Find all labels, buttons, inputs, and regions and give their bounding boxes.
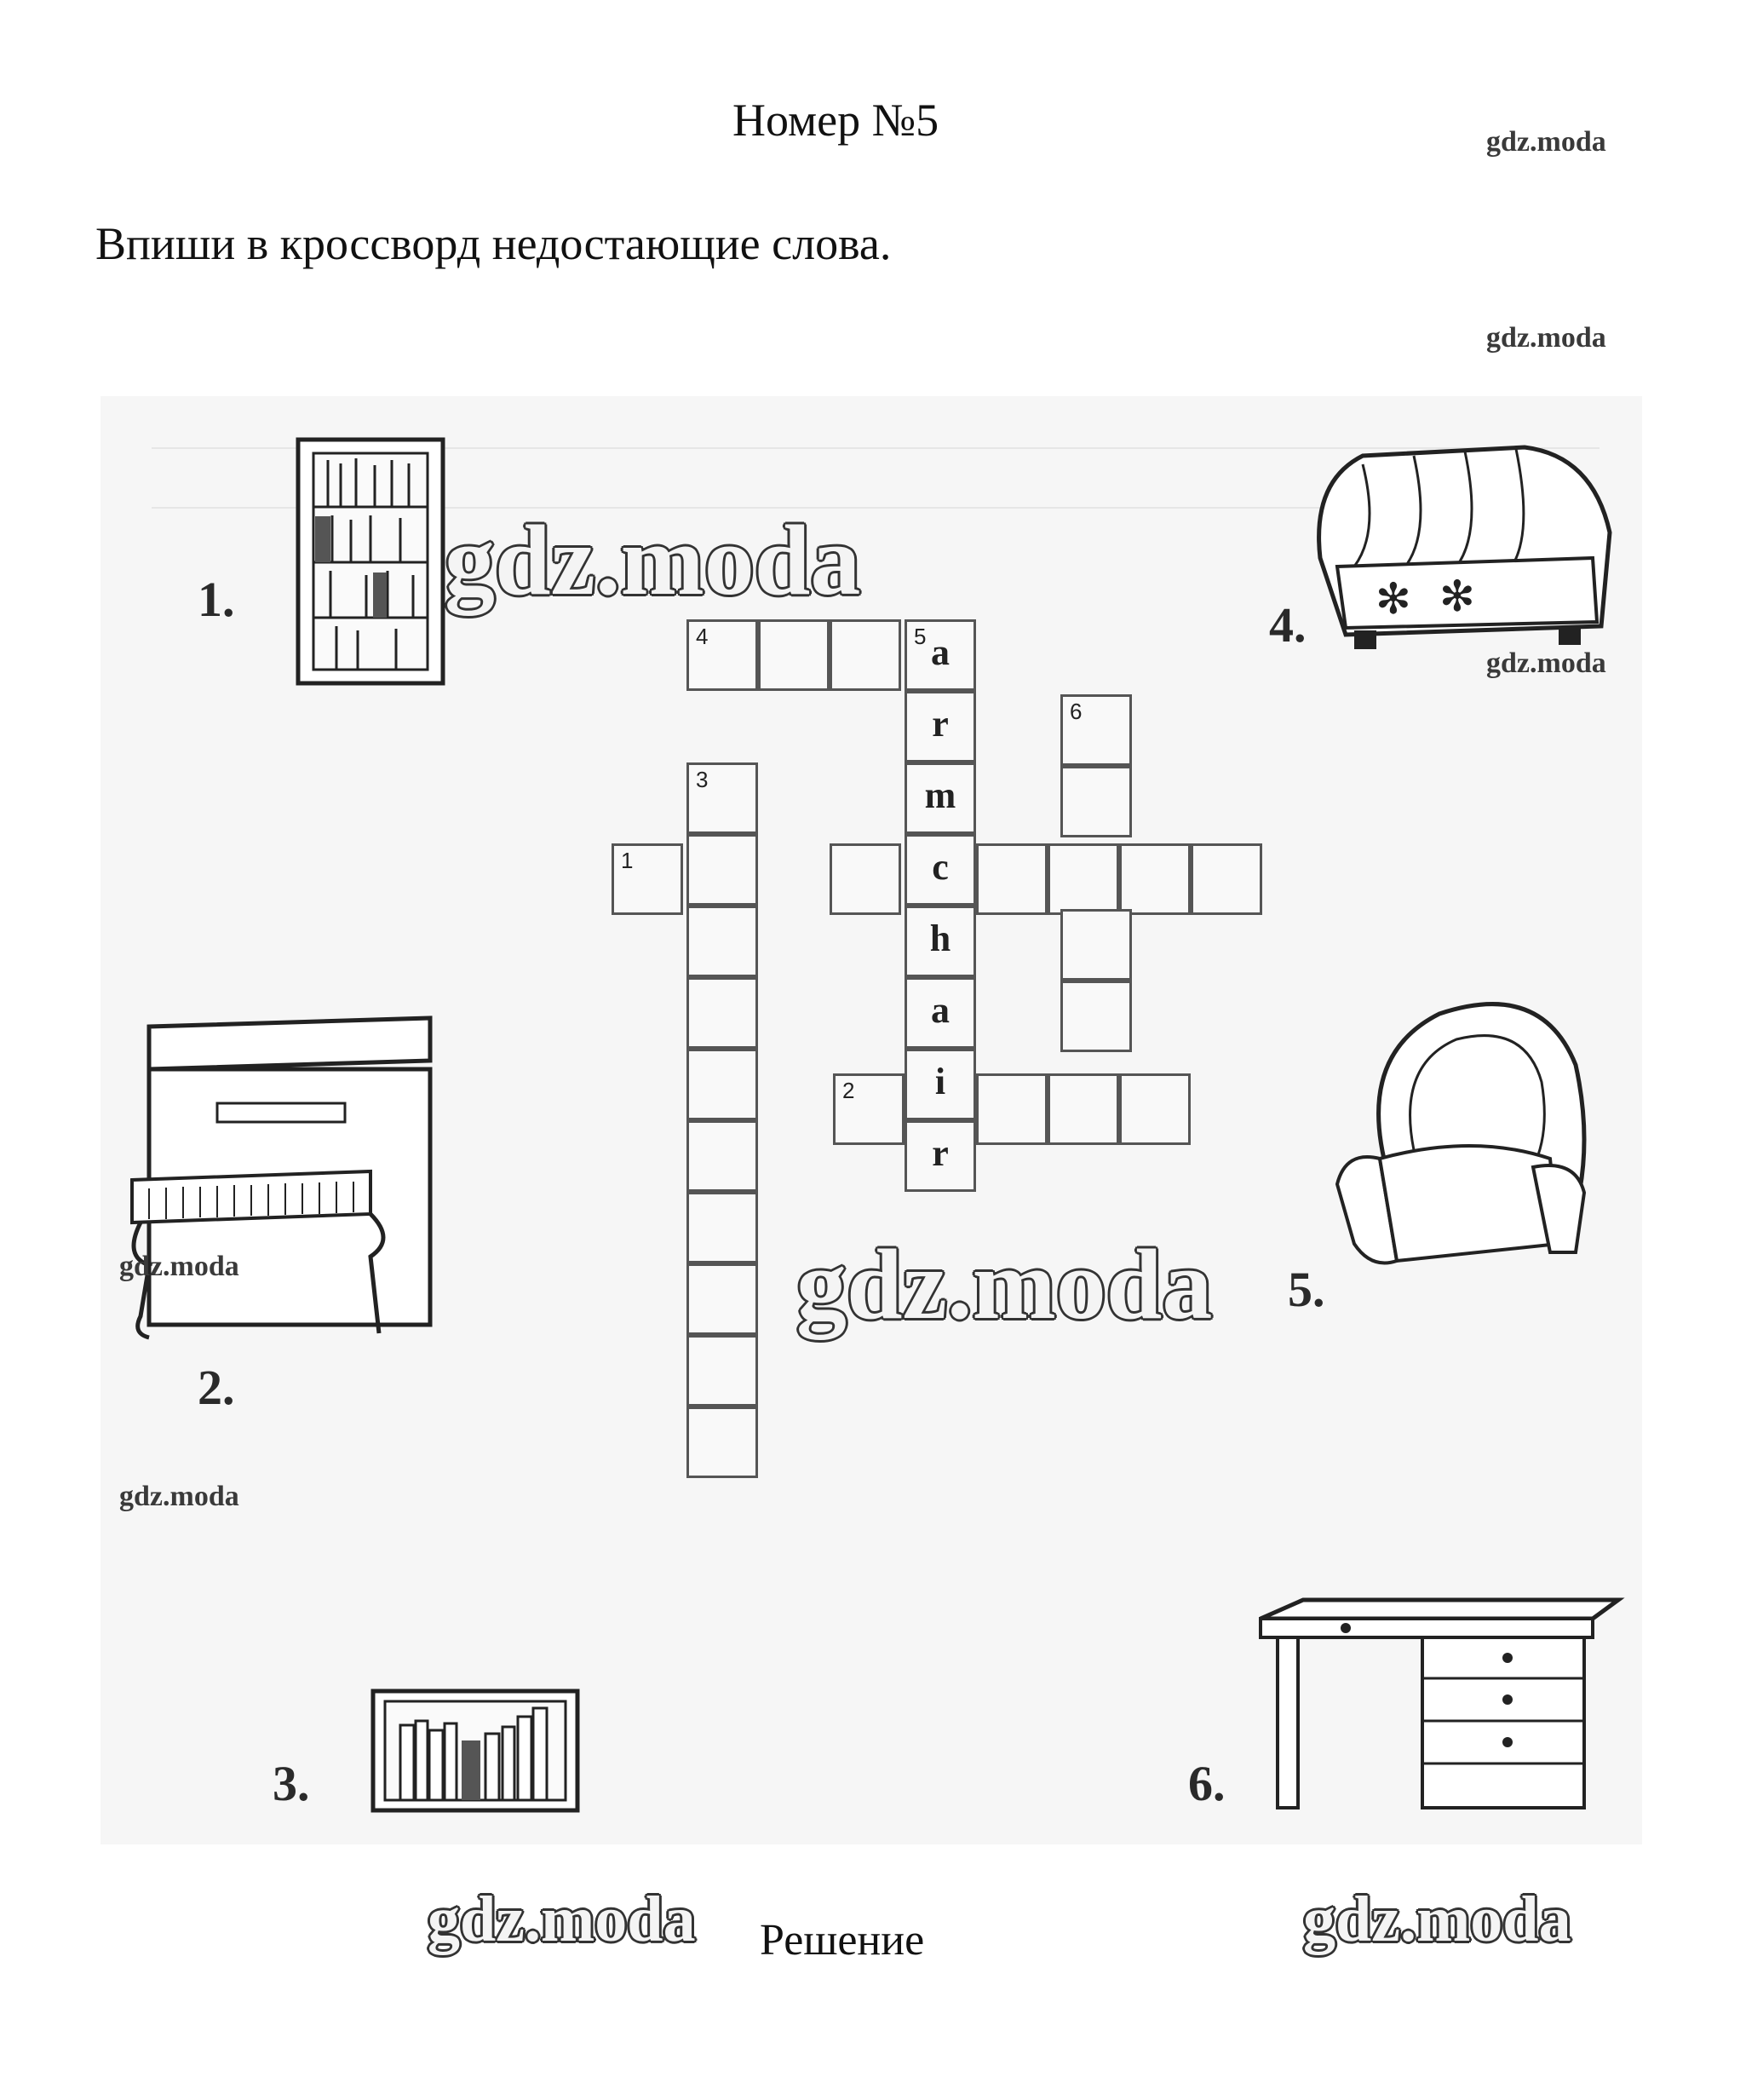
picture-label-1: 1. [198, 572, 235, 627]
solution-label: Решение [760, 1916, 925, 1965]
crossword-cell[interactable] [1060, 981, 1132, 1052]
crossword-cell[interactable] [686, 1120, 758, 1192]
answer-letter: c [932, 846, 949, 888]
crossword-cell[interactable] [686, 977, 758, 1049]
crossword-cell[interactable] [830, 619, 901, 691]
clue-number: 5 [914, 624, 927, 649]
crossword-cell[interactable] [905, 1049, 976, 1120]
clue-number: 1 [621, 848, 634, 873]
crossword-cell[interactable] [905, 977, 976, 1049]
crossword-cell[interactable] [976, 843, 1048, 915]
crossword-cell[interactable] [686, 619, 758, 691]
watermark: gdz.moda [1486, 322, 1606, 354]
page-title: Номер №5 [732, 95, 939, 146]
answer-letter: m [924, 774, 956, 816]
crossword-cell[interactable] [1119, 1073, 1191, 1145]
crossword-cell[interactable] [905, 834, 976, 906]
crossword-cell[interactable] [686, 834, 758, 906]
svg-text:✻: ✻ [1376, 574, 1411, 624]
task-instruction: Впиши в кроссворд недостающие слова. [95, 218, 892, 269]
picture-label-3: 3. [273, 1756, 310, 1811]
crossword-cell[interactable] [1119, 843, 1191, 915]
crossword-cell[interactable] [612, 843, 683, 915]
svg-text:✻: ✻ [1439, 572, 1475, 621]
answer-letter: r [932, 1132, 949, 1174]
watermark: gdz.moda [1486, 126, 1606, 158]
answer-letter: h [929, 918, 951, 959]
watermark-large: gdz.moda [445, 504, 861, 616]
watermark: gdz.moda [119, 1251, 239, 1282]
crossword-cell[interactable] [1060, 909, 1132, 981]
clue-number: 4 [696, 624, 709, 649]
crossword-cell[interactable] [686, 906, 758, 977]
crossword-cell[interactable] [1191, 843, 1262, 915]
watermark-large: gdz.moda [428, 1884, 696, 1955]
clue-number: 2 [842, 1078, 855, 1103]
answer-letter: i [934, 1061, 946, 1102]
crossword-cell[interactable] [905, 619, 976, 691]
crossword-cell[interactable] [1060, 766, 1132, 837]
crossword-cell[interactable] [758, 619, 830, 691]
crossword-cell[interactable] [976, 1073, 1048, 1145]
crossword-cell[interactable] [905, 691, 976, 762]
answer-letter: a [931, 989, 950, 1031]
picture-label-2: 2. [198, 1360, 235, 1415]
crossword-cell[interactable] [686, 1192, 758, 1263]
crossword-cell[interactable] [686, 1335, 758, 1407]
crossword-cell[interactable] [833, 1073, 905, 1145]
answer-letter: a [931, 631, 950, 673]
watermark-large: gdz.moda [1303, 1884, 1571, 1955]
crossword-cell[interactable] [1048, 843, 1119, 915]
crossword-cell[interactable] [686, 1263, 758, 1335]
crossword-cell[interactable] [686, 1049, 758, 1120]
watermark: gdz.moda [1486, 647, 1606, 679]
clue-number: 6 [1070, 699, 1083, 724]
crossword-cell[interactable] [1048, 1073, 1119, 1145]
picture-label-6: 6. [1188, 1756, 1226, 1811]
crossword-cell[interactable] [686, 762, 758, 834]
crossword-cell[interactable] [905, 1120, 976, 1192]
watermark-large: gdz.moda [796, 1228, 1213, 1340]
picture-label-4: 4. [1269, 597, 1307, 653]
crossword-cell[interactable] [830, 843, 901, 915]
answer-letter: r [932, 703, 949, 745]
clue-number: 3 [696, 767, 709, 792]
watermark: gdz.moda [119, 1481, 239, 1512]
crossword-cell[interactable] [905, 906, 976, 977]
crossword-cell[interactable] [686, 1407, 758, 1478]
crossword-cell[interactable] [1060, 694, 1132, 766]
picture-label-5: 5. [1288, 1262, 1325, 1317]
crossword-cell[interactable] [905, 762, 976, 834]
